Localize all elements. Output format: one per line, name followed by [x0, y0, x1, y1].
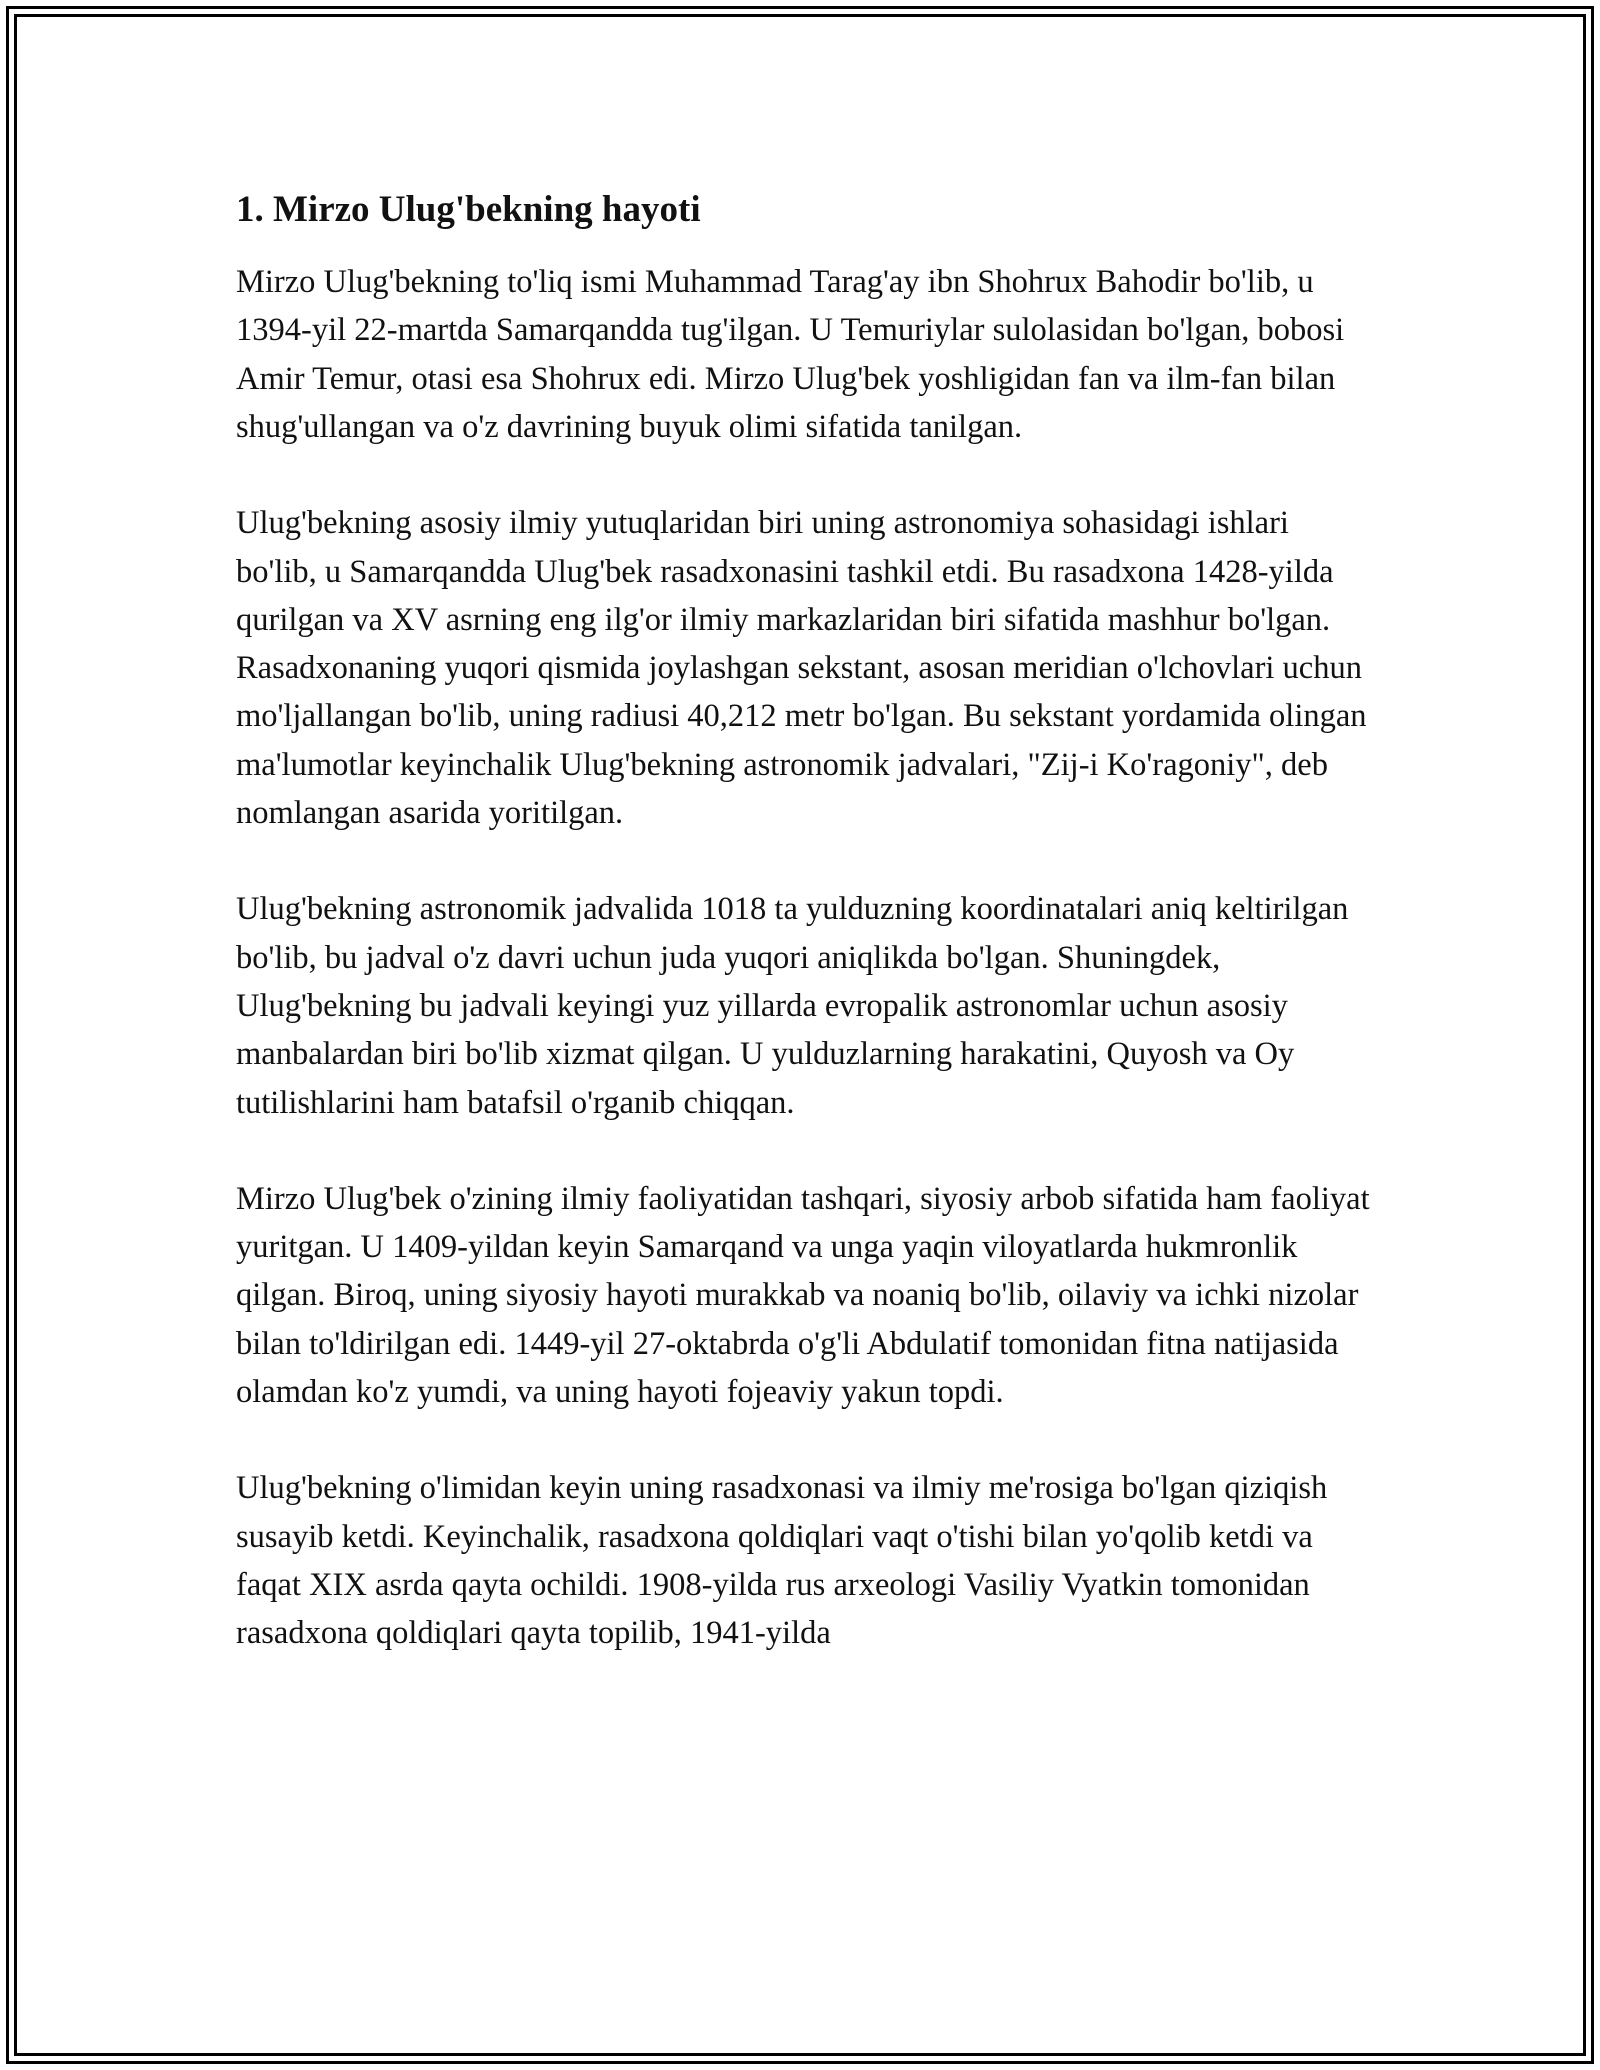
paragraph-1: Mirzo Ulug'bekning to'liq ismi Muhammad Tarag'ay ibn Shohrux Bahodir bo'lib, u 1394-yil 22-martda Samarqandda tug'ilgan. U Temuriylar sulolasidan bo'lgan, bobosi Amir Temur, otasi esa Shohrux edi. Mirzo Ulug'bek yoshligidan fan va ilm-fan bilan shug'ullangan va o'z davrining buyuk olimi sifatida tanilgan. [236, 264, 1345, 445]
paragraph-5: Ulug'bekning o'limidan keyin uning rasadxonasi va ilmiy me'rosiga bo'lgan qiziqish susayib ketdi. Keyinchalik, rasadxona qoldiqlari vaqt o'tishi bilan yo'qolib ketdi va faqat XIX asrda qayta ochildi. 1908-yilda rus arxeologi Vasiliy Vyatkin tomonidan rasadxona qoldiqlari qayta topilib, 1941-yilda [236, 1470, 1328, 1652]
paragraph-2: Ulug'bekning asosiy ilmiy yutuqlaridan biri uning astronomiya sohasidagi ishlari bo'lib, u Samarqandda Ulug'bek rasadxonasini tashkil etdi. Bu rasadxona 1428-yilda qurilgan va XV asrning eng ilg'or ilmiy markazlaridan biri sifatida mashhur bo'lgan. Rasadxonaning yuqori qismida joylashgan sekstant, asosan meridian o'lchovlari uchun mo'ljallangan bo'lib, uning radiusi 40,212 metr bo'lgan. Bu sekstant yordamida olingan ma'lumotlar keyinchalik Ulug'bekning astronomik jadvalari, "Zij-i Ko'ragoniy", deb nomlangan asarida yoritilgan. [236, 505, 1367, 832]
paragraph-4: Mirzo Ulug'bek o'zining ilmiy faoliyatidan tashqari, siyosiy arbob sifatida ham faoliyat yuritgan. U 1409-yildan keyin Samarqand va unga yaqin viloyatlarda hukmronlik qilgan. Biroq, uning siyosiy hayoti murakkab va noaniq bo'lib, oilaviy va ichki nizolar bilan to'ldirilgan edi. 1449-yil 27-oktabrda o'g'li Abdulatif tomonidan fitna natijasida olamdan ko'z yumdi, va uning hayoti fojeaviy yakun topdi. [236, 1180, 1370, 1411]
paragraph-3: Ulug'bekning astronomik jadvalida 1018 ta yulduzning koordinatalari aniq keltirilgan bo'lib, bu jadval o'z davri uchun juda yuqori aniqlikda bo'lgan. Shuningdek, Ulug'bekning bu jadvali keyingi yuz yillarda evropalik astronomlar uchun asosiy manbalardan biri bo'lib xizmat qilgan. U yulduzlarning harakatini, Quyosh va Oy tutilishlarini ham batafsil o'rganib chiqqan. [236, 891, 1349, 1121]
section-heading: 1. Mirzo Ulug'bekning hayoti [236, 189, 701, 230]
document-body [236, 186, 1376, 1706]
